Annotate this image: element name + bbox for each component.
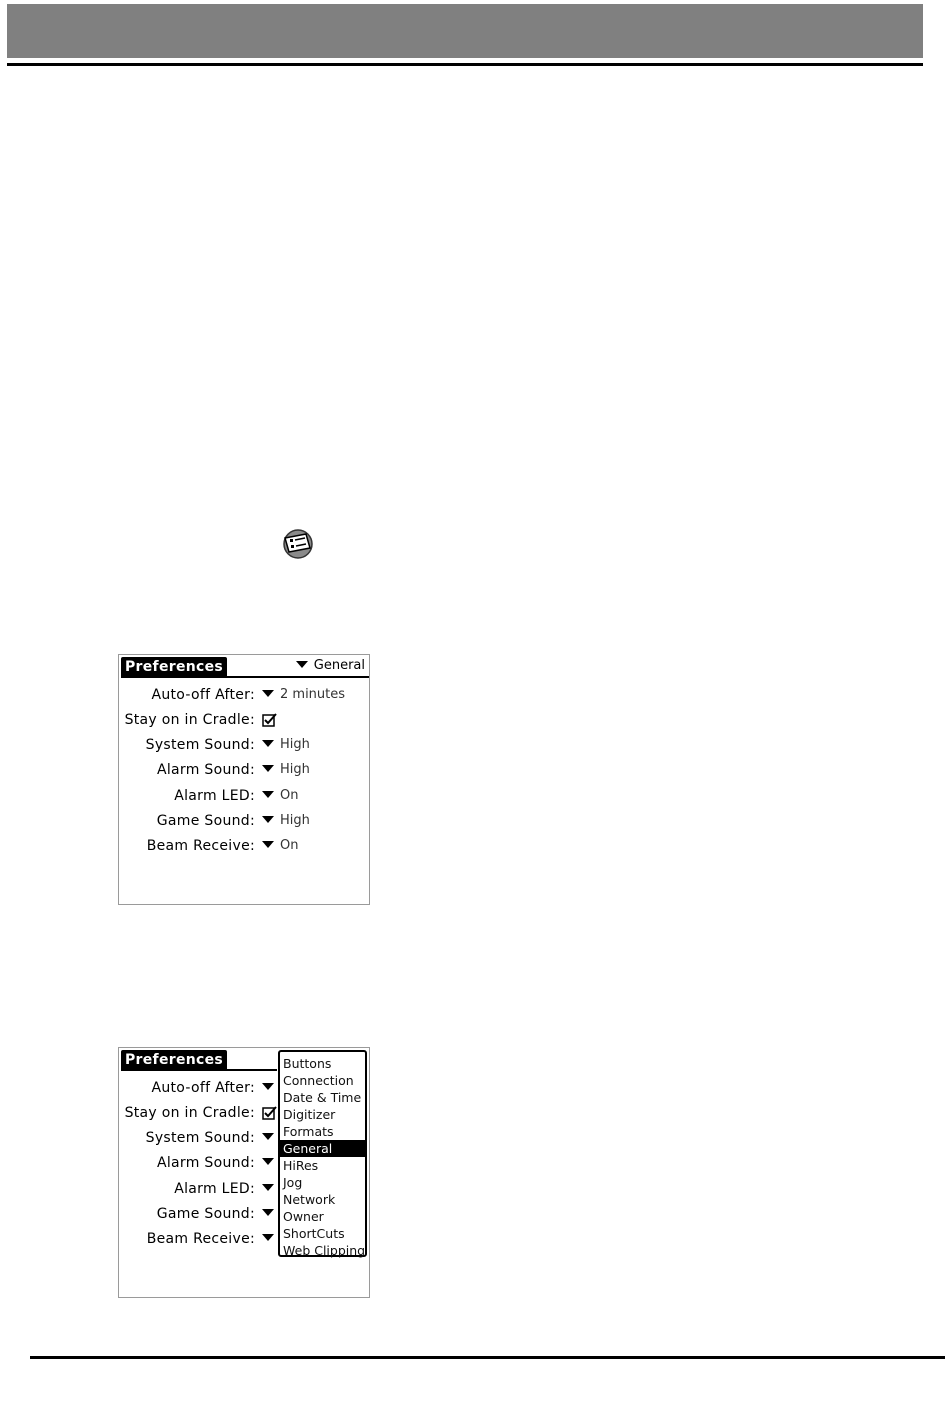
auto-off-dropdown[interactable] xyxy=(262,685,345,705)
pref-label: Alarm LED: xyxy=(174,788,255,804)
triangle-down-icon xyxy=(262,1158,274,1165)
alarm-sound-dropdown[interactable] xyxy=(262,760,310,780)
pref-label: Game Sound: xyxy=(156,813,255,829)
menu-item-jog[interactable]: Jog xyxy=(283,1175,303,1190)
alarm-led-dropdown[interactable] xyxy=(262,786,298,806)
pref-label: Auto-off After: xyxy=(151,687,255,703)
menu-item-digitizer[interactable]: Digitizer xyxy=(283,1107,336,1122)
category-menu xyxy=(278,1050,367,1257)
pref-value: High xyxy=(280,762,310,777)
pref-row-game-sound xyxy=(119,811,369,831)
pref-label: Game Sound: xyxy=(156,1206,255,1222)
category-dropdown[interactable] xyxy=(296,658,365,674)
menu-item-shortcuts[interactable]: ShortCuts xyxy=(283,1226,345,1241)
game-sound-dropdown[interactable] xyxy=(262,811,310,831)
triangle-down-icon xyxy=(262,1234,274,1241)
triangle-down-icon xyxy=(262,841,274,848)
menu-item-web-clipping[interactable]: Web Clipping xyxy=(283,1243,366,1258)
pref-label: Alarm LED: xyxy=(174,1181,255,1197)
checkbox-checked-icon[interactable] xyxy=(262,1106,278,1120)
pref-label: System Sound: xyxy=(145,737,255,753)
system-sound-dropdown[interactable] xyxy=(262,735,310,755)
menu-item-general[interactable]: General xyxy=(280,1140,365,1157)
pref-row-alarm-led xyxy=(119,786,369,806)
page-header-bar xyxy=(7,4,923,58)
triangle-down-icon xyxy=(262,791,274,798)
triangle-down-icon xyxy=(262,1133,274,1140)
menu-item-owner[interactable]: Owner xyxy=(283,1209,324,1224)
pref-row-beam-receive xyxy=(119,836,369,856)
pref-row-alarm-sound xyxy=(119,760,369,780)
pref-label: Beam Receive: xyxy=(146,838,255,854)
menu-item-date-time[interactable]: Date & Time xyxy=(283,1090,362,1105)
screen-title: Preferences xyxy=(121,657,227,677)
pref-label: Stay on in Cradle: xyxy=(124,1105,255,1121)
triangle-down-icon xyxy=(262,1209,274,1216)
pref-value: High xyxy=(280,813,310,828)
footer-rule xyxy=(30,1356,945,1359)
title-rule xyxy=(121,676,369,678)
checkbox-checked-icon[interactable] xyxy=(262,713,278,727)
pref-label: Alarm Sound: xyxy=(156,1155,255,1171)
pref-row-system-sound xyxy=(119,735,369,755)
triangle-down-icon xyxy=(296,661,308,668)
menu-item-buttons[interactable]: Buttons xyxy=(283,1056,332,1071)
menu-item-network[interactable]: Network xyxy=(283,1192,336,1207)
category-label: General xyxy=(313,658,365,673)
preferences-app-icon xyxy=(279,528,315,560)
triangle-down-icon xyxy=(262,690,274,697)
pref-label: Stay on in Cradle: xyxy=(124,712,255,728)
pref-label: Auto-off After: xyxy=(151,1080,255,1096)
pref-value: 2 minutes xyxy=(280,687,346,702)
pref-label: System Sound: xyxy=(145,1130,255,1146)
screen-title: Preferences xyxy=(121,1050,227,1070)
pref-label: Beam Receive: xyxy=(146,1231,255,1247)
pref-row-stay-on-cradle xyxy=(119,710,369,730)
menu-item-connection[interactable]: Connection xyxy=(283,1073,354,1088)
beam-receive-dropdown[interactable] xyxy=(262,836,298,856)
pref-value: High xyxy=(280,737,310,752)
triangle-down-icon xyxy=(262,740,274,747)
menu-item-formats[interactable]: Formats xyxy=(283,1124,334,1139)
title-rule xyxy=(121,1069,277,1071)
triangle-down-icon xyxy=(262,816,274,823)
triangle-down-icon xyxy=(262,1083,274,1090)
pref-label: Alarm Sound: xyxy=(156,762,255,778)
triangle-down-icon xyxy=(262,1184,274,1191)
triangle-down-icon xyxy=(262,765,274,772)
preferences-screen-general xyxy=(118,654,370,905)
menu-item-hires[interactable]: HiRes xyxy=(283,1158,319,1173)
pref-value: On xyxy=(280,838,299,853)
preferences-screen-menu-open xyxy=(118,1047,370,1298)
pref-value: On xyxy=(280,788,299,803)
header-rule xyxy=(7,63,923,66)
pref-row-auto-off xyxy=(119,685,369,705)
